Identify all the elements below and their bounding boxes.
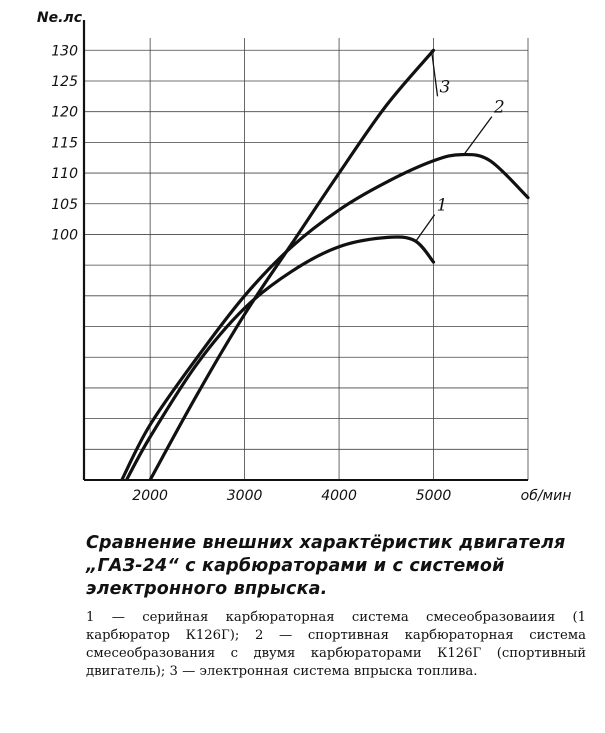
x-tick-labels bbox=[132, 488, 451, 504]
y-tick-label: 105 bbox=[51, 196, 78, 213]
series-label-2: 2 bbox=[493, 97, 505, 118]
y-tick-label: 100 bbox=[51, 227, 78, 244]
caption-legend-text: 1 — серийная карбюраторная система смесеобразоваиия (1 карбюратор К126Г); 2 — спортивная карбюраторная система смесеобразования с двумя карбюраторами К126Г (спортивный двигатель); 3 — электронная система впрыска топлива. bbox=[86, 610, 586, 679]
x-axis-label: об/мин bbox=[520, 488, 572, 504]
x-tick-label: 2000 bbox=[132, 488, 168, 504]
series-line-1 bbox=[127, 237, 434, 480]
series-label-1: 1 bbox=[436, 195, 448, 216]
series-label-leader-2 bbox=[464, 117, 492, 155]
y-tick-label: 125 bbox=[51, 73, 78, 90]
y-tick-label: 120 bbox=[51, 104, 78, 121]
x-tick-label: 3000 bbox=[226, 488, 263, 504]
x-tick-label: 5000 bbox=[415, 488, 452, 504]
series-label-leader-1 bbox=[416, 215, 434, 241]
y-tick-label: 110 bbox=[51, 166, 78, 183]
series-label-3: 3 bbox=[439, 77, 451, 98]
figure-caption bbox=[86, 532, 586, 681]
grid bbox=[84, 38, 528, 480]
y-tick-labels bbox=[51, 43, 78, 243]
y-tick-label: 130 bbox=[51, 43, 78, 60]
x-tick-label: 4000 bbox=[321, 488, 357, 504]
y-axis-label: Nе.лс bbox=[36, 10, 82, 26]
y-tick-label: 115 bbox=[51, 135, 78, 152]
caption-title: Сравнение внешних характёристик двигателя „ГАЗ-24“ с карбюраторами и с системой электронного впрыска. bbox=[86, 533, 566, 599]
series-label-leader-3 bbox=[432, 50, 438, 96]
